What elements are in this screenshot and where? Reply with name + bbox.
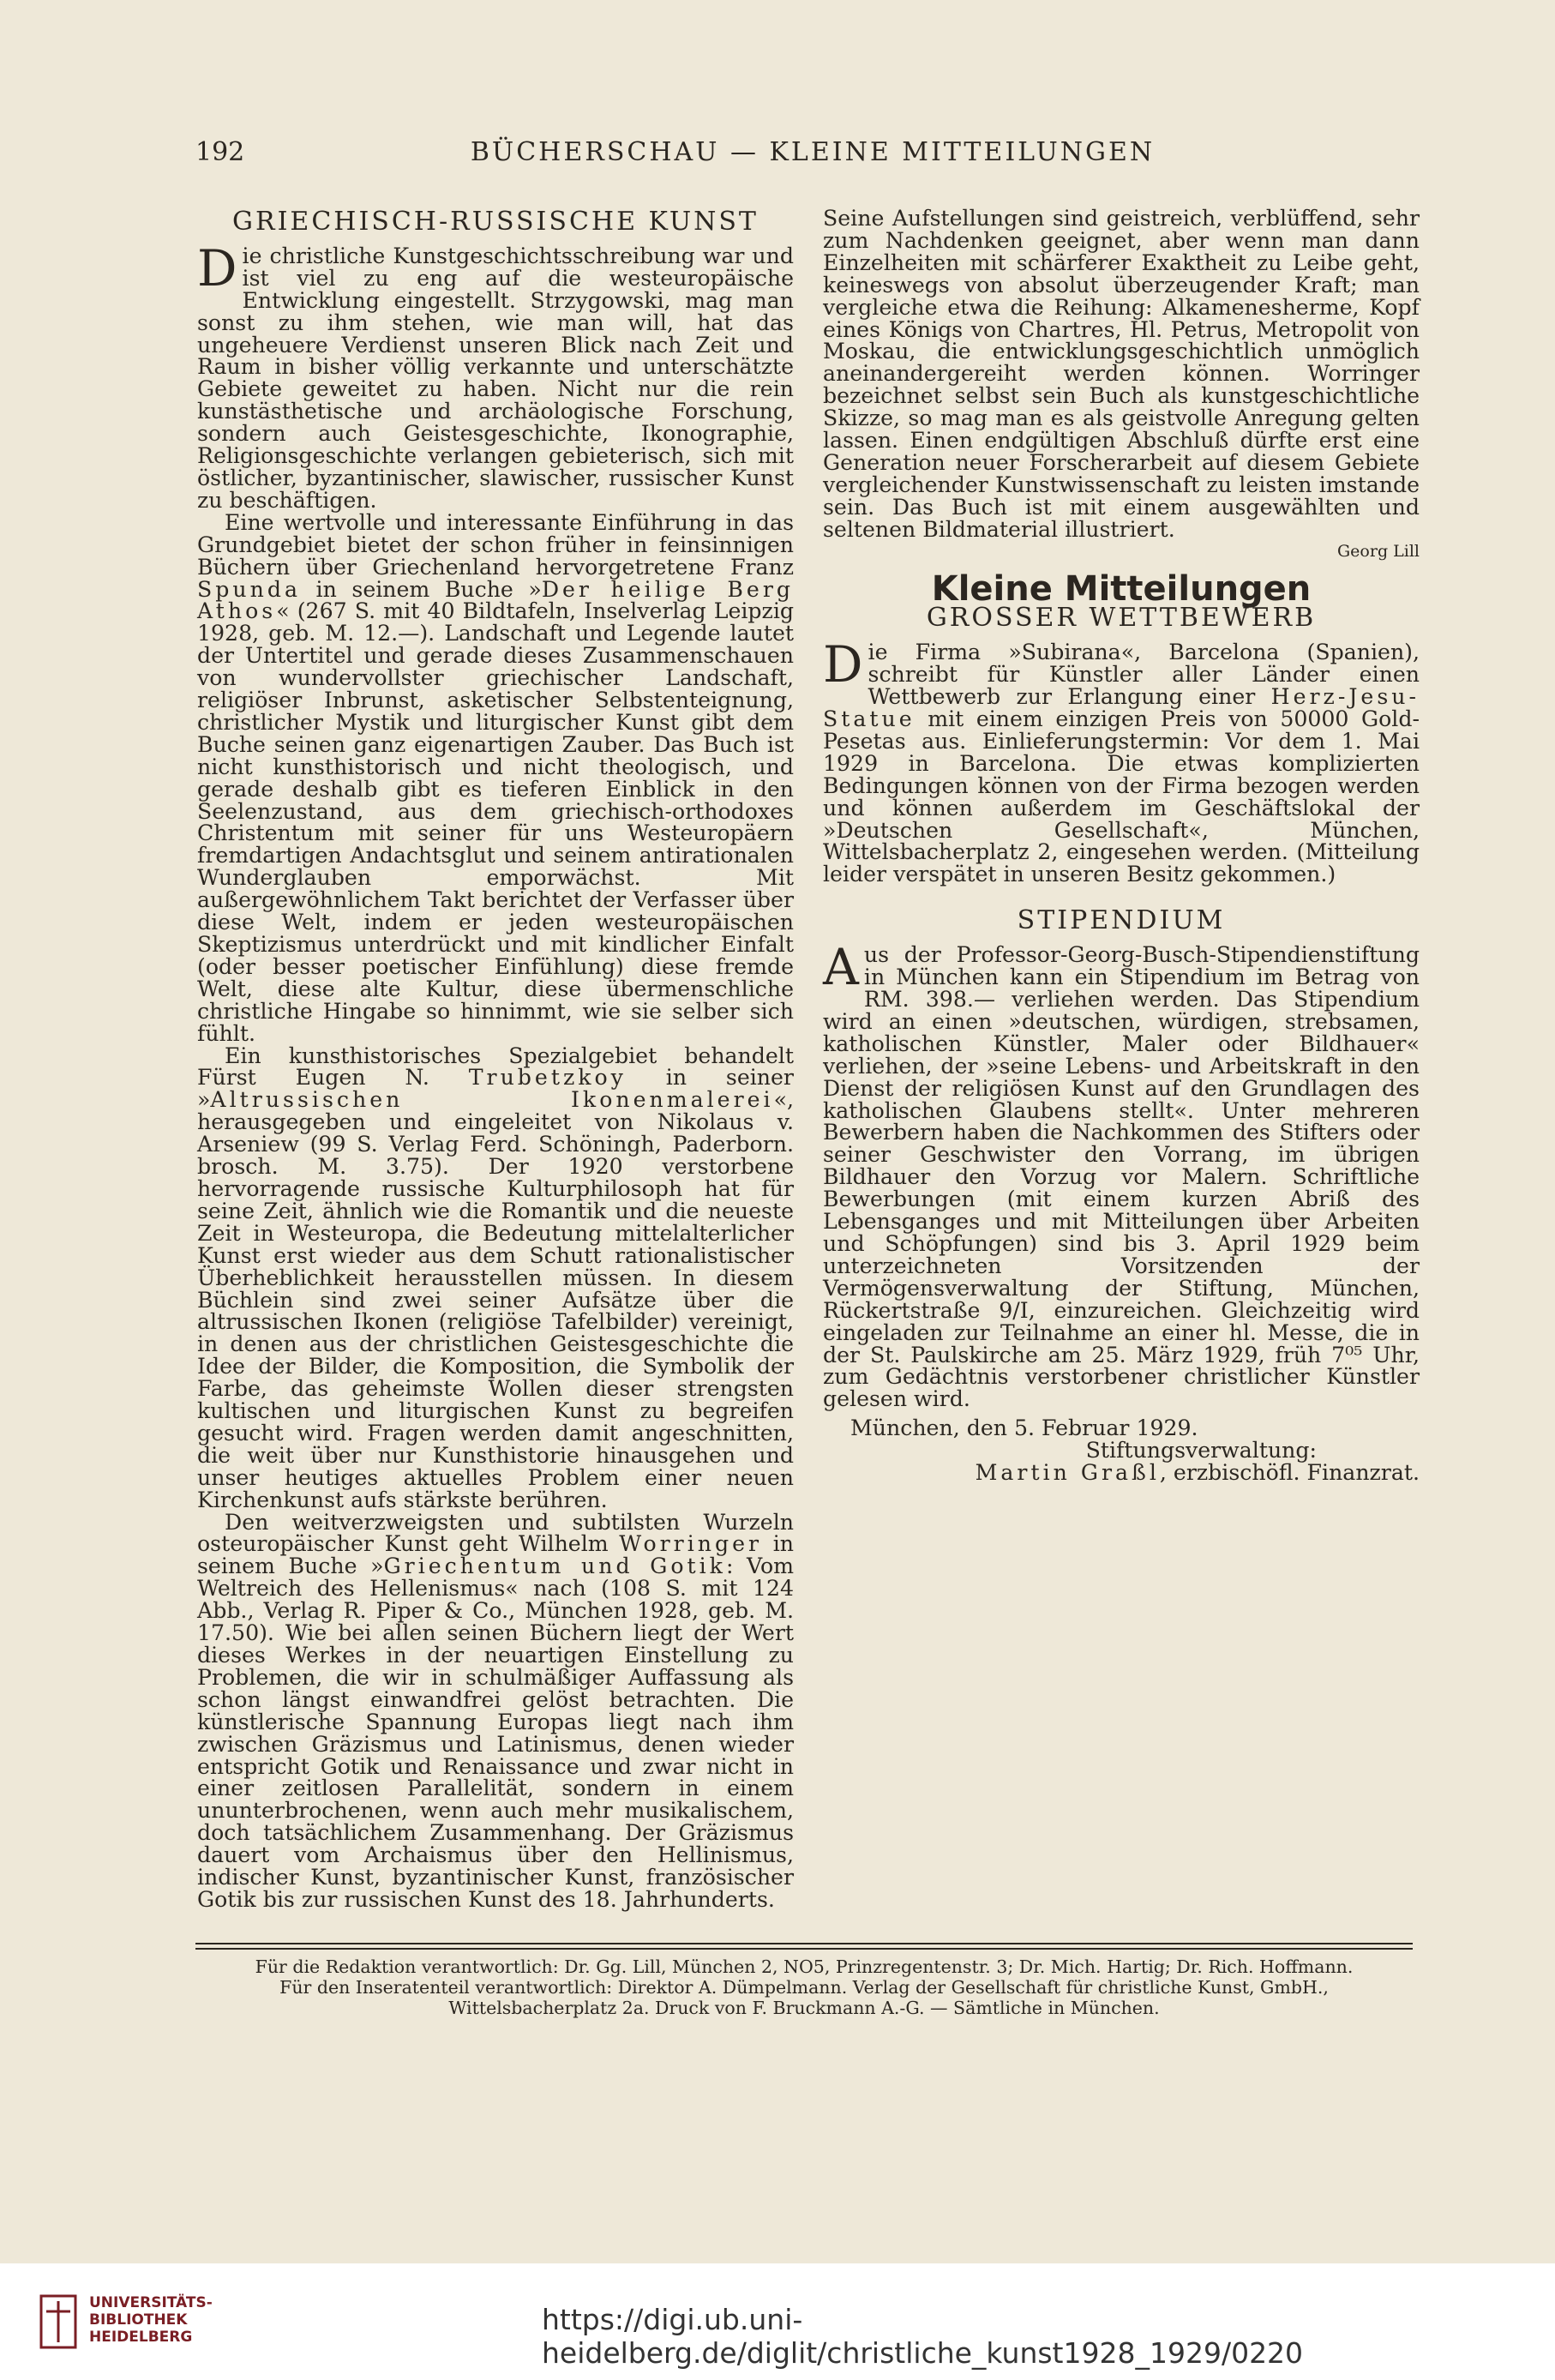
wettbewerb-heading: GROSSER WETTBEWERB bbox=[926, 603, 1317, 634]
drop-cap: A bbox=[823, 938, 859, 997]
drop-cap: D bbox=[197, 238, 237, 298]
left-column bbox=[197, 207, 794, 1911]
stipendium-paragraph: Aus der Professor-Georg-Busch-Stipendienstiftung in München kann ein Stipendium im Betrag von RM. 398.— verliehen werden. Das Stipendium wird an einen »deutschen, würdigen, strebsamen, katholischen Künstler, Maler oder Bildhauer« verliehen, der »seine Lebens- und Arbeitskraft in den Dienst der religiösen Kunst auf den Grundlagen des katholischen Glaubens stellt«. Unter mehreren Bewerbern haben die Nachkommen des Stifters oder seiner Geschwister den Vorrang, im übrigen Bildhauer den Vorzug vor Malern. Schriftliche Bewerbungen (mit einem kurzen Abriß des Lebensganges und mit Mitteilungen über Arbeiten und Schöpfungen) sind bis 3. April 1929 beim unterzeichneten Vorsitzenden der Vermögensverwaltung der Stiftung, München, Rückertstraße 9/I, einzureichen. Gleichzeitig wird eingeladen zur Teilnahme an einer hl. Messe, die in der St. Paulskirche am 25. März 1929, früh 7⁰⁵ Uhr, zum Gedächtnis verstorbener christlicher Künstler gelesen wird. bbox=[823, 938, 1420, 1412]
book-title: Der heilige Berg Athos bbox=[197, 576, 794, 624]
running-head bbox=[195, 137, 1413, 171]
author-name: Trubetzkoy bbox=[468, 1065, 627, 1091]
page-number: 192 bbox=[195, 137, 245, 167]
imprint-line-3: Wittelsbacherplatz 2a. Druck von F. Bruckmann A.-G. — Sämtliche in München. bbox=[448, 1998, 1160, 2018]
article-paragraph-4: Den weitverzweigsten und subtilsten Wurzeln osteuropäischer Kunst geht Wilhelm Worringer in seinem Buche »Griechentum und Gotik: Vom Weltreich des Hellenismus« nach (108 S. mit 124 Abb., Verlag R. Piper & Co., München 1928, geb. M. 17.50). Wie bei allen seinen Büchern liegt der Wert dieses Werkes in der neuartigen Einstellung zu Problemen, die wir in schulmäßiger Auffassung als schon längst einwandfrei gelöst betrachten. Die künstlerische Spannung Europas liegt nach ihm zwischen Gräzismus und Latinismus, denen wieder entspricht Gotik und Renaissance und zwar nicht in einer zeitlosen Parallelität, sondern in einem ununterbrochenen, wenn auch mehr musikalischem, doch tatsächlichem Zusammenhang. Der Gräzismus dauert vom Archaismus über den Hellinismus, indischer Kunst, byzantinischer Kunst, französischer Gotik bis zur russischen Kunst des 18. Jahrhunderts. bbox=[197, 1509, 794, 1912]
stipendium-heading: STIPENDIUM bbox=[1017, 905, 1226, 936]
article-paragraph-4-continued: Seine Aufstellungen sind geistreich, verblüffend, sehr zum Nachdenken geeignet, aber wenn man dann Einzelheiten mit schärferer Exaktheit zu Leibe geht, keineswegs von absolut überzeugender Kraft; man vergleiche etwa die Reihung: Alkamenesherme, Kopf eines Königs von Chartres, Hl. Petrus, Metropolit von Moskau, die entwicklungsgeschichtlich unmöglich aneinandergereiht werden können. Worringer bezeichnet selbst sein Buch als kunstgeschichtliche Skizze, so mag man es als geistvolle Anregung gelten lassen. Einen endgültigen Abschluß dürfte erst eine Generation neuer Forscherarbeit auf diesem Gebiete vergleichender Kunstwissenschaft zu leisten imstande sein. Das Buch ist mit einem ausgewählten und seltenen Bildmaterial illustriert. bbox=[823, 206, 1420, 542]
running-title: BÜCHERSCHAU — KLEINE MITTEILUNGEN bbox=[470, 137, 1156, 167]
statue-title: Herz-Jesu-Statue bbox=[823, 684, 1420, 732]
wettbewerb-paragraph: Die Firma »Subirana«, Barcelona (Spanien), schreibt für Künstler aller Länder einen Wettbewerb zur Erlangung einer Herz-Jesu-Statue mit einem einzigen Preis von 50000 Gold-Pesetas aus. Einlieferungstermin: Vor dem 1. Mai 1929 in Barcelona. Die etwas komplizierten Bedingungen können von der Firma bezogen werden und können außerdem im Geschäftslokal der »Deutschen Gesellschaft«, München, Wittelsbacherplatz 2, eingesehen werden. (Mitteilung leider verspätet in unseren Besitz gekommen.) bbox=[823, 635, 1420, 887]
drop-cap: D bbox=[823, 635, 863, 694]
imprint-line-2: Für den Inseratenteil verantwortlich: Direktor A. Dümpelmann. Verlag der Gesellschaft für christliche Kunst, GmbH., bbox=[279, 1977, 1329, 1998]
imprint-line-1: Für die Redaktion verantwortlich: Dr. Gg. Lill, München 2, NO5, Prinzregentenstr. 3; Dr. Mich. Hartig; Dr. Rich. Hoffmann. bbox=[255, 1956, 1354, 1977]
source-url-link[interactable]: https://digi.ub.uni-heidelberg.de/diglit/christliche_kunst1928_1929/0220 bbox=[542, 2303, 1304, 2370]
article-paragraph-2: Eine wertvolle und interessante Einführung in das Grundgebiet bietet der schon früher in feinsinnigen Büchern über Griechenland hervorgetretene Franz Spunda in seinem Buche »Der heilige Berg Athos« (267 S. mit 40 Bildtafeln, Inselverlag Leipzig 1928, geb. M. 12.—). Landschaft und Legende lautet der Untertitel und gerade dieses Zusammenschauen von wundervollster griechischer Landschaft, religiöser Inbrunst, asketischer Selbstenteignung, christlicher Mystik und liturgischer Kunst gibt dem Buche seinen ganz eigenartigen Zauber. Das Buch ist nicht kunsthistorisch und nicht theologisch, und gerade deshalb gibt es tieferen Einblick in den Seelenzustand, aus dem griechisch-orthodoxes Christentum mit seiner für uns Westeuropäern fremdartigen Andachtsglut und seinem antirationalen Wunderglauben emporwächst. Mit außergewöhnlichem Takt berichtet der Verfasser über diese Welt, indem er jeden westeuropäischen Skeptizismus unterdrückt und mit kindlicher Einfalt (oder besser poetischer Einfühlung) diese fremde Welt, diese alte Kultur, diese übermenschliche christliche Hingabe so hinnimmt, wie sie selber sich fühlt. bbox=[197, 509, 794, 1046]
author-name: Spunda bbox=[197, 576, 301, 602]
library-seal-icon bbox=[39, 2294, 77, 2349]
dateline: München, den 5. Februar 1929. bbox=[850, 1415, 1198, 1441]
imprint bbox=[195, 1956, 1413, 2018]
book-title: Griechentum und Gotik bbox=[383, 1554, 726, 1579]
footer-rule-top bbox=[195, 1943, 1413, 1944]
article-heading: GRIECHISCH-RUSSISCHE KUNST bbox=[232, 207, 759, 237]
stipendium-closing bbox=[823, 1417, 1420, 1484]
footer-rule-bottom bbox=[195, 1948, 1413, 1950]
article-signature: Georg Lill bbox=[1337, 541, 1420, 561]
author-name: Worringer bbox=[619, 1531, 763, 1557]
organization: Stiftungsverwaltung: bbox=[1085, 1438, 1317, 1463]
library-bar bbox=[0, 2263, 1555, 2380]
notices-section-title: Kleine Mitteilungen bbox=[931, 568, 1312, 609]
book-title: Altrussischen Ikonenmalerei bbox=[210, 1087, 774, 1113]
right-column bbox=[823, 207, 1420, 1484]
signer: Martin Graßl, erzbischöfl. Finanzrat. bbox=[975, 1460, 1420, 1486]
library-logo-text: UNIVERSITÄTS- BIBLIOTHEK HEIDELBERG bbox=[89, 2294, 213, 2346]
article-paragraph-1: Die christliche Kunstgeschichtsschreibung war und ist viel zu eng auf die westeuropäische Entwicklung eingestellt. Strzygowski, mag man sonst zu ihm stehen, wie man will, hat das ungeheuere Verdienst unseren Blick nach Zeit und Raum in bisher völlig verkannte und unterschätzte Gebiete geweitet zu haben. Nicht nur die rein kunstästhetische und archäologische Forschung, sondern auch Geistesgeschichte, Ikonographie, Religionsgeschichte verlangen gebieterisch, sich mit östlicher, byzantinischer, slawischer, russischer Kunst zu beschäftigen. bbox=[197, 238, 794, 513]
article-paragraph-3: Ein kunsthistorisches Spezialgebiet behandelt Fürst Eugen N. Trubetzkoy in seiner »Altrussischen Ikonenmalerei«, herausgegeben und eingeleitet von Nikolaus v. Arseniew (99 S. Verlag Ferd. Schöningh, Paderborn. brosch. M. 3.75). Der 1920 verstorbene hervorragende russische Kulturphilosoph hat für seine Zeit, ähnlich wie die Romantik und die neueste Zeit in Westeuropa, die Bedeutung mittelalterlicher Kunst erst wieder aus dem Schutt rationalistischer Überheblichkeit herausstellen müssen. In diesem Büchlein sind zwei seiner Aufsätze über die altrussischen Ikonen (religiöse Tafelbilder) vereinigt, in denen aus der christlichen Geistesgeschichte die Idee der Bilder, die Komposition, die Symbolik der Farbe, das geheimste Wollen dieser strengsten kultischen und liturgischen Kunst zu begreifen gesucht wird. Fragen werden damit angeschnitten, die weit über nur Kunsthistorie hinausgehen und unser heutiges aktuelles Problem einer neuen Kirchenkunst aufs stärkste berühren. bbox=[197, 1043, 794, 1512]
